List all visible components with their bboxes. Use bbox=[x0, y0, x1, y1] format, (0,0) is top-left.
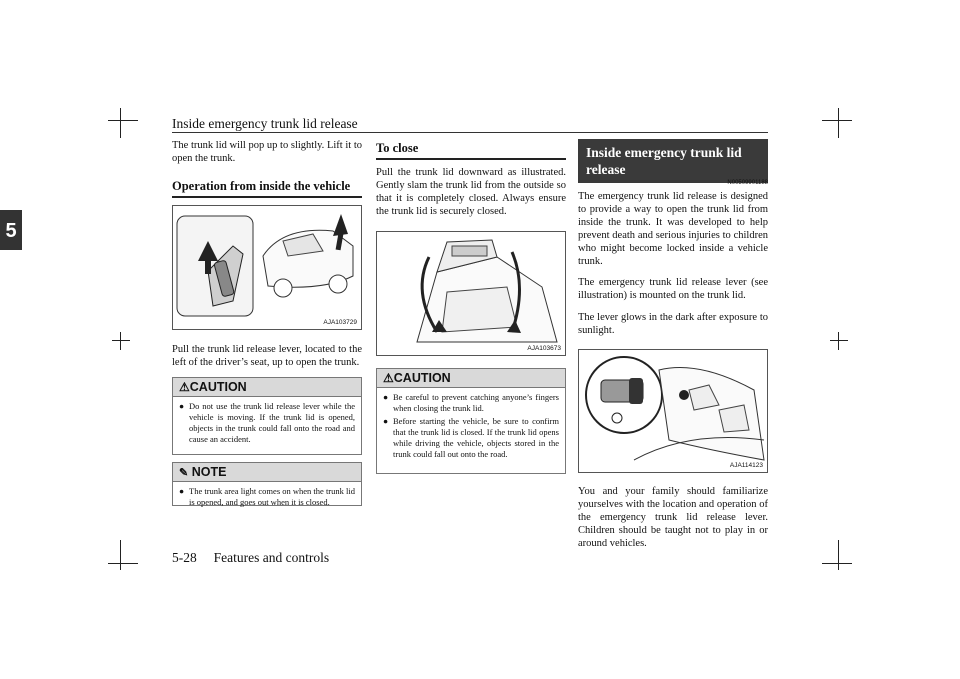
crop-mark bbox=[120, 540, 121, 570]
note-body bbox=[173, 482, 361, 512]
caution-header bbox=[173, 378, 361, 397]
caution-item bbox=[377, 415, 565, 464]
figure-label: AJA114123 bbox=[729, 462, 763, 469]
crop-mark bbox=[120, 108, 121, 138]
caution-item bbox=[377, 388, 565, 415]
crop-mark bbox=[822, 563, 852, 564]
col3-p2: The emergency trunk lid release lever (see illustration) is mounted on the trunk lid. bbox=[578, 277, 768, 301]
warning-triangle-icon: ⚠ bbox=[383, 371, 394, 385]
col1-subheading: Operation from inside the vehicle bbox=[172, 179, 351, 193]
caution-box-2 bbox=[376, 368, 566, 474]
caution-text: Do not use the trunk lid release lever while the vehicle is moving. If the trunk lid is opened, objects in the trunk could fall onto the road and cause an accident. bbox=[189, 401, 355, 444]
section-heading: Inside emergency trunk lid release bbox=[578, 139, 768, 183]
warning-triangle-icon: ⚠ bbox=[179, 380, 190, 394]
bullet-icon: ● bbox=[383, 416, 389, 426]
bullet-icon: ● bbox=[383, 392, 389, 402]
col1-intro: The trunk lid will pop up to slightly. Lift it to open the trunk. bbox=[172, 140, 362, 164]
figure-label: AJA103673 bbox=[527, 345, 561, 352]
chapter-number: 5 bbox=[5, 220, 17, 242]
closing-trunk-illustration bbox=[377, 232, 565, 355]
figure-emergency-lever bbox=[578, 349, 768, 473]
trunk-release-lever-illustration bbox=[173, 206, 361, 329]
col1-body: Pull the trunk lid release lever, located to the left of the driver’s seat, up to open the trunk. bbox=[172, 344, 362, 368]
emergency-lever-illustration bbox=[579, 350, 767, 472]
col2-body: Pull the trunk lid downward as illustrated. Gently slam the trunk lid from the outside so that it is completely closed. Always ensure the trunk lid is securely closed. bbox=[376, 167, 566, 217]
col3-p3: The lever glows in the dark after exposure to sunlight. bbox=[578, 312, 768, 336]
registration-mark bbox=[112, 340, 130, 341]
header-rule bbox=[172, 132, 768, 133]
figure-label: AJA103729 bbox=[323, 319, 357, 326]
crop-mark bbox=[108, 120, 138, 121]
note-text: The trunk area light comes on when the trunk lid is opened, and goes out when it is closed. bbox=[189, 486, 355, 507]
col2-subheading: To close bbox=[376, 141, 419, 155]
crop-mark bbox=[822, 120, 852, 121]
note-header bbox=[173, 463, 361, 482]
bullet-icon: ● bbox=[179, 401, 185, 411]
section-code: N00509901188 bbox=[727, 180, 768, 186]
col3-p1: The emergency trunk lid release is designed to provide a way to open the trunk lid from inside the trunk. It was developed to help prevent death and serious injuries to children who might become locked inside a vehicle trunk. bbox=[578, 191, 768, 267]
page-footer: 5-28 Features and controls bbox=[172, 550, 330, 565]
caution-header bbox=[377, 369, 565, 388]
note-pencil-icon: ✎ bbox=[179, 467, 189, 479]
note-box bbox=[172, 462, 362, 506]
caution-body bbox=[173, 397, 361, 449]
crop-mark bbox=[108, 563, 138, 564]
col3-p4: You and your family should familiarize yourselves with the location and operation of the emergency trunk lid release lever. Children should be taught not to play in or around vehicles. bbox=[578, 486, 768, 549]
registration-mark bbox=[838, 332, 839, 350]
crop-mark bbox=[838, 108, 839, 138]
caution-item-text: Be careful to prevent catching anyone’s fingers when closing the trunk lid. bbox=[393, 392, 559, 413]
caution-title: CAUTION bbox=[189, 380, 247, 394]
figure-trunk-release-lever bbox=[172, 205, 362, 330]
caution-title: CAUTION bbox=[393, 371, 451, 385]
note-title: NOTE bbox=[191, 465, 227, 479]
caution-box bbox=[172, 377, 362, 455]
registration-mark bbox=[830, 340, 848, 341]
registration-mark bbox=[120, 332, 121, 350]
col1-subheading-rule bbox=[172, 196, 362, 198]
bullet-icon: ● bbox=[179, 486, 185, 496]
caution-item-text: Before starting the vehicle, be sure to confirm that the trunk lid is closed. If the trunk lid opens while driving the vehicle, objects stored in the trunk could fall out onto the road. bbox=[393, 416, 559, 459]
col2-subheading-rule bbox=[376, 158, 566, 160]
crop-mark bbox=[838, 540, 839, 570]
figure-closing-trunk bbox=[376, 231, 566, 356]
page-header-title: Inside emergency trunk lid release bbox=[172, 116, 358, 131]
